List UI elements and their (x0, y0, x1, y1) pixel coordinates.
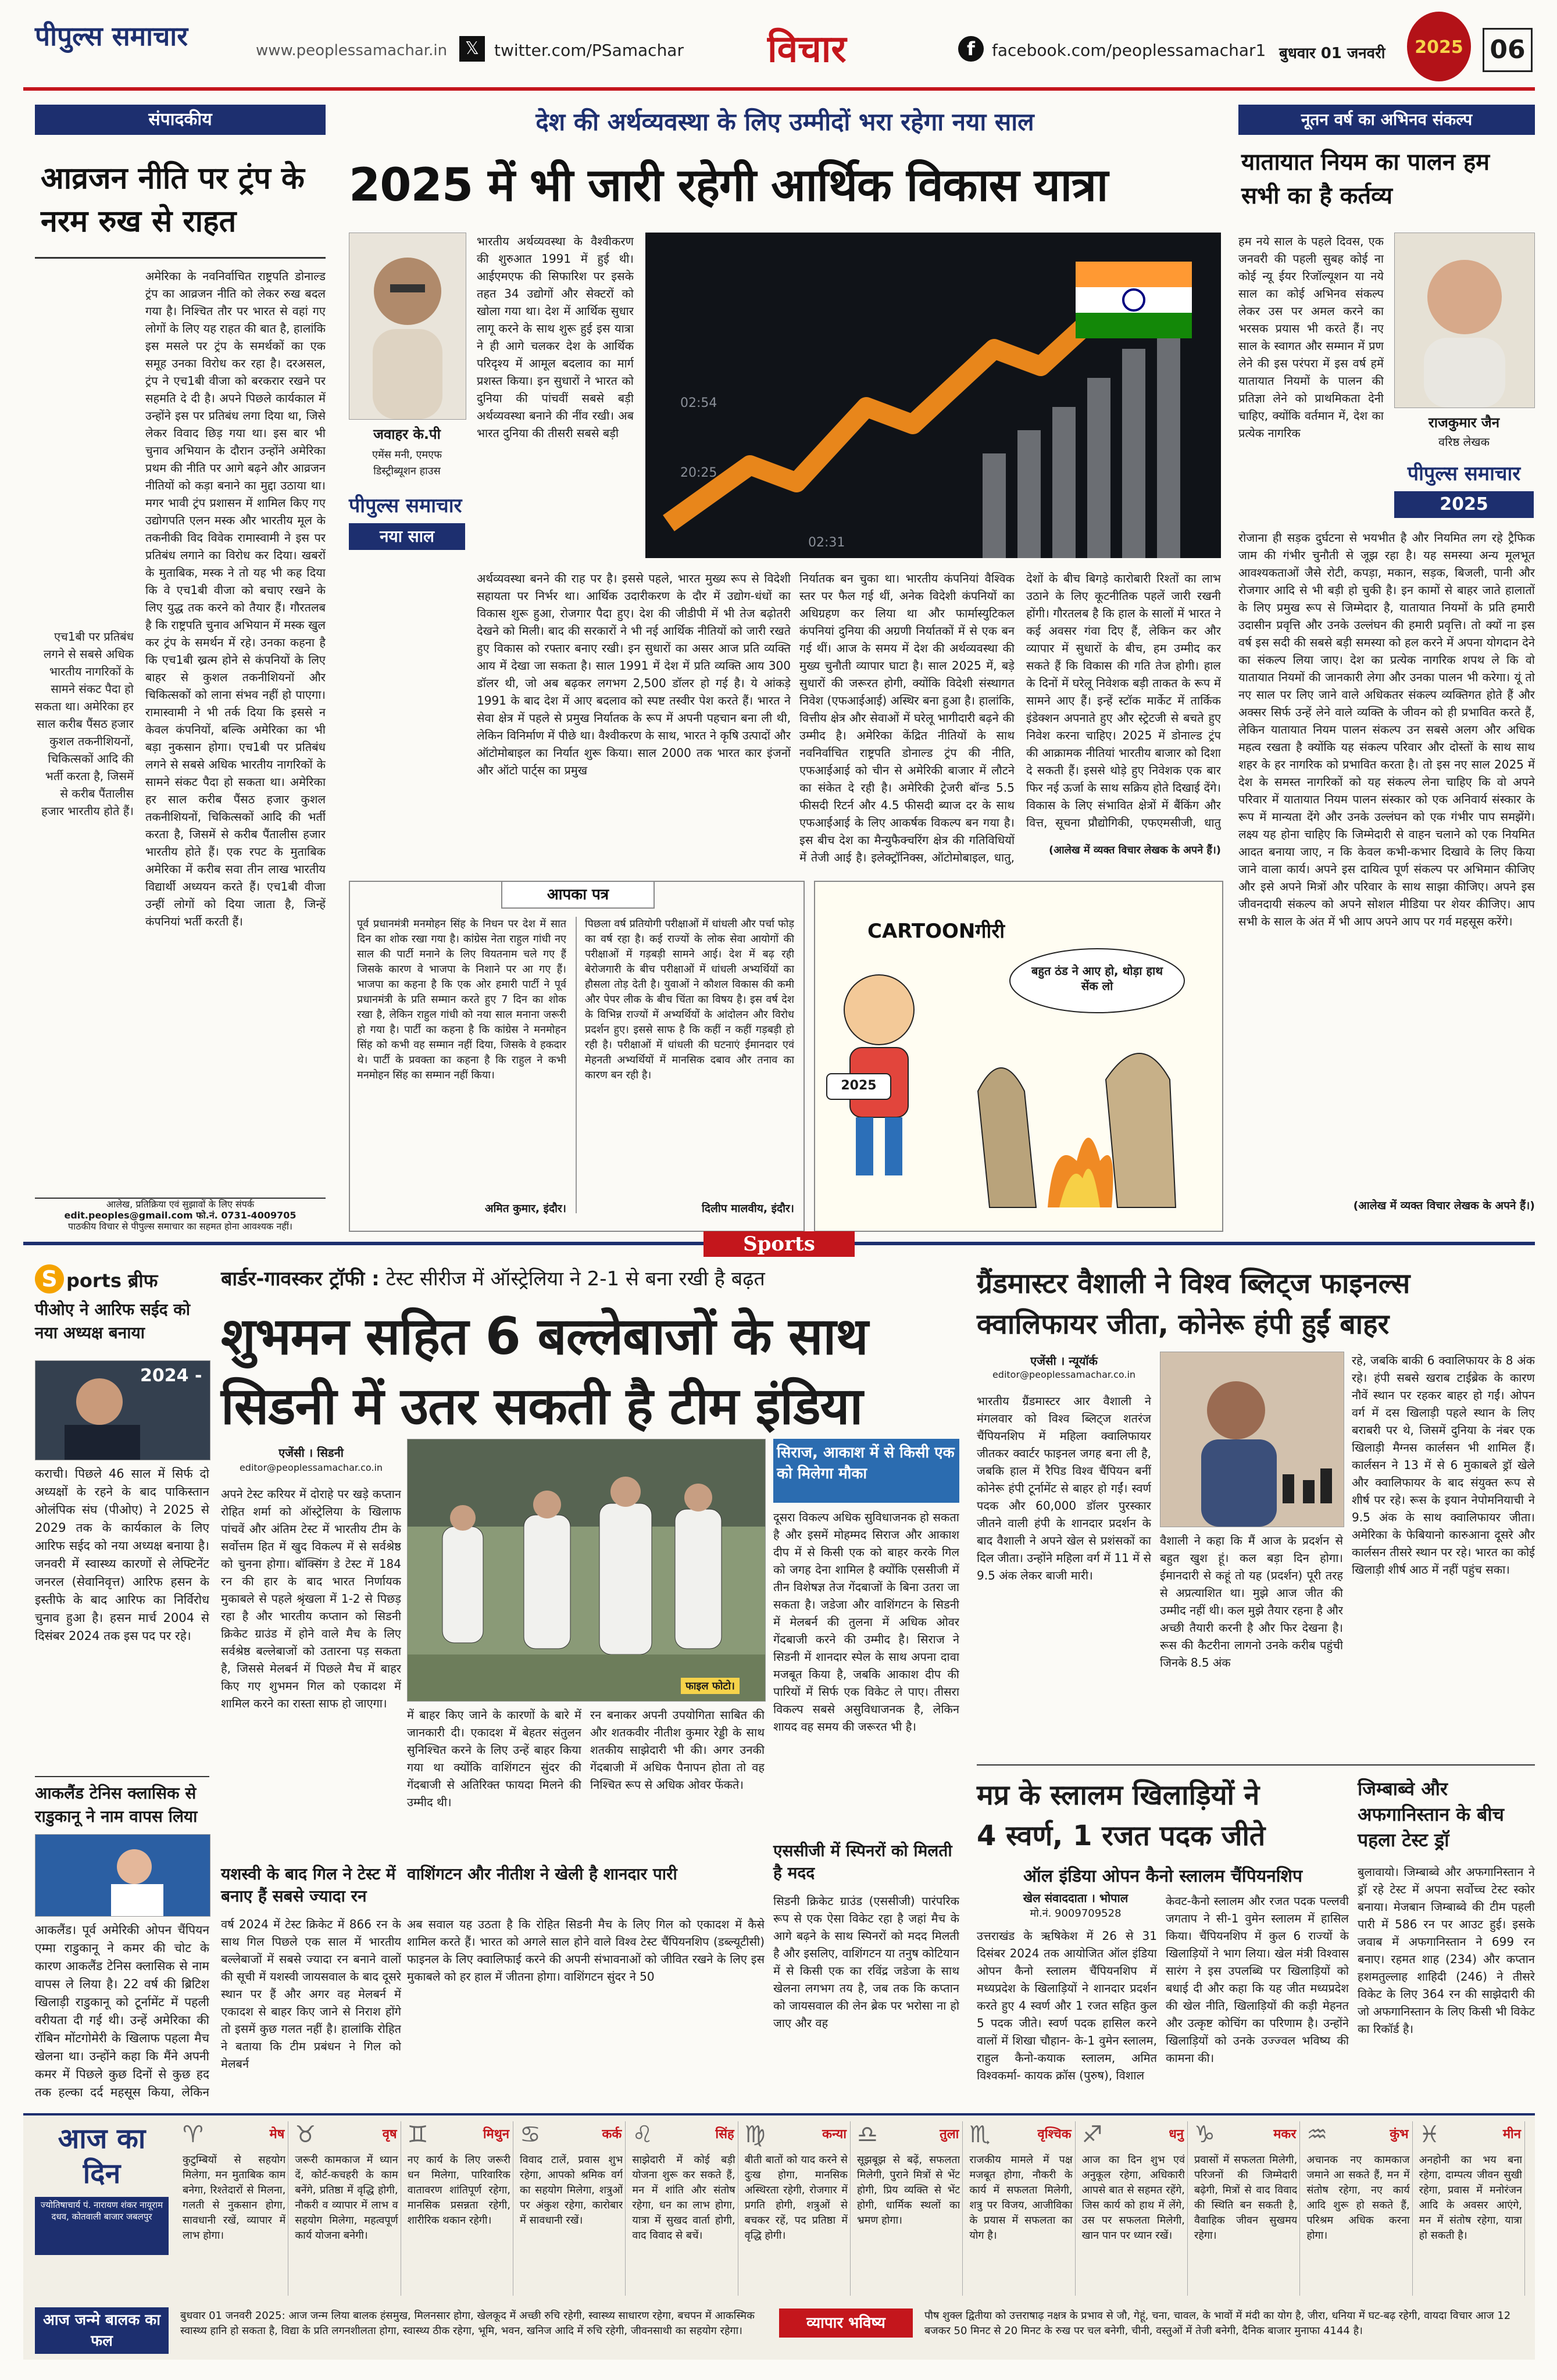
rashi-text: कुटुम्बियों से सहयोग मिलेगा, मन मुताबिक काम बनेगा, रिश्तेदारों से मिलना, गलती से नुकसान होगा, सावधानी रखें, व्यापार में लाभ होगा। (183, 2154, 286, 2242)
born-label: आज जन्मे बालक का फल (35, 2307, 169, 2354)
cricket-col-2: में बाहर किए जाने के कारणों के बारे में जानकारी दी। एकादश में बेहतर संतुलन सुनिश्चित करने के लिए उन्हें बाहर किया गया था क्योंकि वाशिंगटन सुंदर की गेंदबाजी से अतिरिक्त फायदा मिलने की उम्मीद थी। (407, 1708, 581, 1809)
badge-year: 2025 (1415, 37, 1463, 58)
brief-label: ports ब्रीफ (66, 1270, 158, 1292)
chess-col-3: रहे, जबकि बाकी 6 क्वालिफायर के 8 अंक रहे। हंपी सबसे खराब टाईब्रेक के कारण नौवें स्थान पर रहकर बाहर हो गईं। ओपन वर्ग में दस खिलाड़ी पहले स्थान के लिए बराबरी पर थे, जिसमें दुनिया के नंबर एक खिलाड़ी मैग्नस कार्लसन भी शामिल हैं। कार्लसन ने 13 में से 6 मुकाबले ड्रॉ खेले और क्वालिफायर के बाद संयुक्त रूप से शीर्ष पर रहे। रूस के इयान नेपोमनियाची ने 9.5 अंक के साथ क्वालिफायर जीता। अमेरिका के फेबियानो कारुआना दूसरे और कार्लसन तीसरे स्थान पर रहे। भारत का कोई खिलाड़ी शीर्ष आठ में नहीं पहुंच सका। (1352, 1353, 1535, 1577)
section-title: विचार (767, 27, 847, 71)
tennis-player-icon (35, 1835, 210, 1916)
trade-label: व्यापार भविष्य (779, 2308, 913, 2338)
pisces-icon: ♓ (1419, 2121, 1440, 2148)
divider (35, 1776, 209, 1777)
cartoon-box (814, 881, 1223, 1232)
lead-headline: 2025 में भी जारी रहेगी आर्थिक विकास यात्रा (349, 159, 1108, 212)
cricket-kicker (221, 1264, 959, 1291)
editorial-headline: आव्रजन नीति पर ट्रंप के नरम रुख से राहत (41, 161, 305, 239)
resolution-year: 2025 (1394, 491, 1534, 518)
resolution-headline: यातायात नियम का पालन हम सभी का है कर्तव्य (1241, 149, 1490, 209)
divider (576, 917, 577, 1213)
rashi-name: मकर (1273, 2127, 1297, 2142)
author-photo (349, 233, 466, 420)
footer-line-2[interactable]: edit.peoples@gmail.com फो.नं. 0731-4009705 (64, 1210, 297, 1221)
rashi-cell (742, 2121, 851, 2296)
cricket-col-1: अपने टेस्ट करियर में दोराहे पर खड़े कप्तान रोहित शर्मा को ऑस्ट्रेलिया के खिलाफ पांचवें और अंतिम टेस्ट में भारतीय टीम के सर्वोत्तम हित में खुद विकल्प में से सर्वश्रेष्ठ को चुनना होगा। बॉक्सिंग डे टेस्ट में 184 रन की हार के बाद भारत निर्णायक मुकाबले से पहले श्रृंखला में 1-2 से पिछड़ रहा है और भारतीय कप्तान को सिडनी क्रिकेट ग्राउंड में होने वाले मैच के लिए सर्वश्रेष्ठ बल्लेबाजों को उतारना पड़ सकता है, जिससे मेलबर्न में पिछले मैच में बाहर किए गए शुभमन गिल को एकादश में शामिल करने का रास्ता साफ हो जाएगा। (221, 1487, 401, 1710)
rashi-text: बीती बातों को याद करने से दुःख होगा, मानसिक अस्थिरता रहेगी, रोजगार में प्रगति होगी, शत्रुओं से बचकर रहें, पद प्रतिष्ठा में वृद्धि होगी। (744, 2154, 848, 2242)
new-year-badge (1407, 12, 1471, 81)
footer-line-3: पाठकीय विचार से पीपुल्स समाचार का सहमत होना आवश्यक नहीं। (68, 1221, 292, 1232)
lead-disclaimer: (आलेख में व्यक्त विचार लेखक के अपने हैं।) (1049, 844, 1221, 856)
mp-col-2: केवट-कैनो स्लालम और रजत पदक पल्लवी जगताप ने सी-1 वुमेन स्लालम में हासिल किया। चैंपियनशिप में कुल 6 राज्यों के खिलाड़ियों ने भाग लिया। खेल मंत्री विश्वास सारंग ने इस उपलब्धि पर खिलाड़ियों को बधाई दी और कहा कि यह जीत मध्यप्रदेश की खेल नीति, खिलाड़ियों की कड़ी मेहनत और उत्कृष्ट कोचिंग का परिणाम है। उन्होंने खिलाड़ियों को उनके उज्ज्वल भविष्य की कामना की। (1166, 1894, 1349, 2065)
lead-col-2: अर्थव्यवस्था बनने की राह पर है। इससे पहले, भारत मुख्य रूप से विदेशी सहायता पर निर्भर था। आर्थिक उदारीकरण के दौर में उद्योग-धंधों का विकास शुरू हुआ, रोजगार पैदा हुए। देश की जीडीपी में भी तेज बढ़ोतरी देखने को मिली। बाद की सरकारों ने भी नई आर्थिक नीतियों को जारी रखते हुए विकास को रफ्तार बनाए रखी। इन सुधारों का असर आज प्रति व्यक्ति आय में देखा जा सकता है। साल 1991 में देश में प्रति व्यक्ति आय 300 डॉलर थी, जो अब बढ़कर लगभग 2,500 डॉलर हो गई है। ये आंकड़े 1991 के बाद देश में आए बदलाव को स्पष्ट तस्वीर पेश करते हैं। भारत ने सेवा क्षेत्र में पहले से प्रमुख निर्यातक के रूप में अपनी पहचान बना ली थी, लेकिन विनिर्माण में पीछे था। वैश्वीकरण के साथ, भारत ने कृषि उत्पादों और ऑटोमोबाइल का निर्यात शुरू किया। साल 2000 तक भारत कार इंजनों और ऑटो पार्ट्स का प्रमुख (477, 571, 791, 777)
mp-headline-1: मप्र के स्लालम खिलाड़ियों ने (977, 1779, 1260, 1811)
divider (977, 1764, 1535, 1766)
side-body-2: सिडनी क्रिकेट ग्राउंड (एससीजी) पारंपरिक रूप से एक ऐसा विकेट रहा है जहां मैच के आगे बढ़ने के साथ स्पिनरों को मदद मिलती है और इसलिए, वाशिंगटन या तनुष कोटियान में से किसी एक का रविंद्र जडेजा के साथ खेलना लगभग तय है, जब तक कि कप्तान को जायसवाल की लेन ब्रेक पर भरोसा ना हो जाए और वह (773, 1894, 959, 2030)
aries-icon: ♈ (183, 2121, 203, 2148)
brief-s-icon: S (35, 1264, 64, 1293)
mp-col-1: उत्तराखंड के ऋषिकेश में 26 से 31 दिसंबर 2024 तक आयोजित ऑल इंडिया ओपन कैनो स्लालम चैंपियनशिप में मध्यप्रदेश के खिलाड़ियों ने शानदार प्रदर्शन करते हुए 4 स्वर्ण और 1 रजत सहित कुल 5 पदक जीते। स्वर्ण पदक हासिल करने वालों में शिखा चौहान- के-1 वुमेन स्लालम, राहुल कैनो-कयाक स्लालम, अमित विश्वकर्मा- कायक क्रॉस (पुरुष), विशाल (977, 1929, 1157, 2082)
chess-col-2: वैशाली ने कहा कि मैं आज के प्रदर्शन से बहुत खुश हूं। कल बड़ा दिन होगा। ईमानदारी से कहूं तो यह (प्रदर्शन) पूरी तरह से अप्रत्याशित था। मुझे आज जीत की उम्मीद नहीं थी। कल मुझे तैयार रहना है और अच्छी तैयारी करनी है और फिर देखना है। रूस की कैटरीना लागनो उनके करीब पहुंची जिनके 8.5 अंक (1160, 1534, 1343, 1670)
letter-2-sign: दिलीप मालवीय, इंदौर। (701, 1202, 794, 1215)
resolution-brand: पीपुल्स समाचार (1407, 462, 1521, 485)
editorial-label: संपादकीय (35, 105, 326, 135)
letter-2: पिछला वर्ष प्रतियोगी परीक्षाओं में धांधली और पर्चा फोड़ का वर्ष रहा है। कई राज्यों के लोक सेवा आयोगों की परीक्षाओं में गड़बड़ी सामने आई। देश में बढ़ रही बेरोजगारी के बीच परीक्षाओं में धांधली अभ्यर्थियों का हौसला तोड़ देती है। युवाओं ने कौशल विकास की कमी और पेपर लीक के बीच चिंता का विषय है। इस वर्ष देश के विभिन्न राज्यों में अभ्यर्थियों के आंदोलन और विरोध प्रदर्शन हुए। इससे साफ है कि कहीं न कहीं गड़बड़ी हो रही है। परीक्षाओं में धांधली की घटनाएं ईमानदार एवं मेहनती अभ्यर्थियों में मानसिक दबाव और तनाव का कारण बन रही है। (585, 918, 794, 1081)
taurus-icon: ♉ (295, 2121, 316, 2148)
section-brand: पीपुल्स समाचार (349, 494, 462, 517)
rashi-text: जरूरी कामकाज में ध्यान दें, कोर्ट-कचहरी के काम बनेंगे, प्रतिष्ठा में वृद्धि होगी, नौकरी व व्यापार में लाभ व सहयोग मिलेगा, महत्वपूर्ण कार्य योजना बनेगी। (295, 2154, 398, 2242)
side-sub: एससीजी में स्पिनरों को मिलती है मदद (773, 1841, 952, 1882)
cricket-story (221, 1264, 959, 2102)
rashi-cell (855, 2121, 963, 2296)
issue-date: बुधवार 01 जनवरी (1279, 45, 1385, 62)
letter-1: पूर्व प्रधानमंत्री मनमोहन सिंह के निधन पर देश में सात दिन का शोक रखा गया है। कांग्रेस नेता राहुल गांधी नए साल की पार्टी मनाने के लिए वियतनाम चले गए हैं जिसके कारण वे भाजपा के निशाने पर आ गए हैं। भाजपा का कहना है कि एक ओर हमारी पार्टी ने पूर्व प्रधानमंत्री के प्रति सम्मान करते हुए 7 दिन का शोक रखा है, लेकिन राहुल गांधी को नया साल मनाना जरूरी हो गया है। पार्टी का कहना है कि कांग्रेस ने मनमोहन सिंह को कभी वह सम्मान नहीं दिया, जिसके वे हकदार थे। पार्टी के प्रवक्ता का कहना है कि राहुल ने कभी मनमोहन सिंह का सम्मान नहीं किया। (357, 918, 566, 1081)
rashi-text: अचानक नए कामकाज जमाने आ सकते हैं, मन में संतोष रहेगा, नए कार्य आदि शुरू हो सकते हैं, परिश्रम अधिक करना होगा। (1306, 2154, 1410, 2242)
cancer-icon: ♋ (520, 2121, 541, 2148)
x-icon: 𝕏 (459, 36, 485, 62)
rashi-text: साझेदारी में कोई बड़ी योजना शुरू कर सकते हैं, मन में शांति और संतोष रहेगा, धन का लाभ होगा, यात्रा में सुखद वार्ता होगी, वाद विवाद से बचें। (632, 2154, 735, 2242)
brand-logo[interactable] (35, 17, 244, 70)
twitter-handle[interactable]: twitter.com/PSamachar (494, 41, 684, 60)
mp-phone: मो.नं. 9009709528 (1030, 1907, 1122, 1920)
trade-text: पौष शुक्ल द्वितीया को उत्तराषाढ़ नक्षत्र के प्रभाव से जौ, गेहूं, चना, चावल, के भावों में मंदी का योग है, जीरा, धनिया में घट-बढ़ रहेगी, वायदा विचार आज 12 बजकर 50 मिनट से 20 मिनट के रुख पर चल बनेगी, चीनी, वस्तुओं में तेजी बनेगी, दैनिक बाजार मुनाफा 4144 है। (924, 2310, 1511, 2337)
horoscope-section (23, 2113, 1535, 2360)
cricket-email[interactable]: editor@peoplessamachar.co.in (239, 1462, 383, 1473)
rashi-text: विवाद टालें, प्रवास शुभ रहेगा, आपको श्रमिक वर्ग का सहयोग मिलेगा, शत्रुओं पर अंकुश रहेगा, कारोबार में सावधानी रखें। (520, 2154, 623, 2227)
lead-col-3: निर्यातक बन चुका था। भारतीय कंपनियां वैश्विक स्तर पर फैल गई थीं, अनेक विदेशी कंपनियों का अधिग्रहण कर लिया था और फार्मास्युटिकल कंपनियां दुनिया की अग्रणी निर्यातकों में से एक बन गई थीं। आज के समय में देश की अर्थव्यवस्था की मुख्य चुनौती व्यापार घाटा है। साल 2025 में, बड़े सुधारों की जरूरत होगी, क्योंकि विदेशी संस्थागत निवेश (एफआईआई) अस्थिर बना हुआ है। हालांकि, वित्तीय क्षेत्र और सेवाओं में घरेलू भागीदारी बढ़ने की उम्मीद है। अमेरिका केंद्रित नीतियों के साथ नवनिर्वाचित राष्ट्रपति डोनाल्ड ट्रंप की नीति, एफआईआई को चीन से अमेरिकी बाजार में लौटने का संकेत दे रही है। अमेरिकी ट्रेजरी बॉन्ड 5.5 फीसदी रिटर्न और 4.5 फीसदी ब्याज दर के साथ एफआईआई के लिए आकर्षक विकल्प बन गया है। इस बीच देश का मैन्युफैक्चरिंग क्षेत्र की गतिविधियों में तेजी आई है। इलेक्ट्रॉनिक्स, ऑटोमोबाइल, धातु, (799, 571, 1015, 864)
chess-player-icon (1160, 1352, 1344, 1527)
header-rule (23, 87, 1535, 91)
chess-email[interactable]: editor@peoplessamachar.co.in (992, 1369, 1136, 1380)
rashi-cell (292, 2121, 401, 2296)
chess-headline-1: ग्रैंडमास्टर वैशाली ने विश्व ब्लिट्ज फाइनल्स (977, 1267, 1410, 1300)
rashi-cell (1304, 2121, 1412, 2296)
horoscope-grid (180, 2121, 1529, 2296)
brief-2-body: आकलैंड। पूर्व अमेरिकी ओपन चैंपियन एम्मा राडुकानू ने कमर की चोट के कारण आकलैंड टेनिस क्लासिक से नाम वापस ले लिया है। 22 वर्ष की ब्रिटिश खिलाड़ी राडुकानू को टूर्नामेंट में पहली वरीयता दी गई थी। उन्हें अमेरिका की रॉबिन मोंटगोमेरी के खिलाफ पहला मैच खेलना था। उन्होंने कहा कि मैंने अपनी कमर में पिछले कुछ दिनों से कुछ हद तक हल्का दर्द महसूस किया, लेकिन (35, 1923, 209, 2099)
libra-icon: ♎ (857, 2121, 878, 2148)
sub-2-body: अब सवाल यह उठता है कि रोहित सिडनी मैच के लिए गिल को एकादश में कैसे शामिल करते हैं। भारत को अगले साल होने वाले विश्व टेस्ट चैंपियनशिप (डब्ल्यूटीसी) फाइनल के लिए क्वालिफाई करने की अपनी संभावनाओं को जीवित रखने के लिए इस मुकाबले को हर हाल में जीतना होगा। वाशिंगटन सुंदर ने 50 (407, 1917, 765, 1984)
resolution-section (1238, 105, 1535, 1232)
brief-1-photo (35, 1360, 210, 1460)
cricket-byline: एजेंसी । सिडनी (278, 1446, 344, 1460)
sagittarius-icon: ♐ (1081, 2121, 1103, 2148)
chart-label-2: 20:25 (680, 466, 717, 480)
cartoon-speech: बहुत ठंड ने आए हो, थोड़ा हाथ सेंक लो (1031, 964, 1163, 993)
astrologer-credit: ज्योतिषाचार्य पं. नारायण शंकर नायूराम दधव, कोतवाली बाजार जबलपुर (35, 2197, 169, 2255)
chess-headline-2: क्वालिफायर जीता, कोनेरू हंपी हुईं बाहर (977, 1308, 1390, 1341)
leo-icon: ♌ (632, 2121, 653, 2148)
letters-title: आपका पत्र (501, 881, 655, 909)
brief-2-photo (35, 1834, 210, 1917)
aquarius-icon: ♒ (1306, 2121, 1328, 2148)
rashi-text: नए कार्य के लिए जरूरी धन मिलेगा, पारिवारिक वातावरण शांतिपूर्ण रहेगा, मानसिक प्रसन्नता रहेगी, शारीरिक थकान रहेगी। (407, 2154, 510, 2227)
born-text: बुधवार 01 जनवरी 2025: आज जन्म लिया बालक हंसमुख, मिलनसार होगा, खेलकूद में अच्छी रुचि रहेगी, स्वास्थ्य साधारण रहेगा, बचपन में आकस्मिक स्वास्थ्य हानि हो सकता है, विद्या के प्रति लगनशीलता होगा, स्वास्थ्य ठीक रहेगा, भूमि, भवन, खनिज आदि में रुचि रहेगी, जीवनसाथी का सहयोग रहेगा। (180, 2310, 755, 2337)
sub-heading-2: वाशिंगटन और नीतीश ने खेली है शानदार पारी (407, 1864, 677, 1884)
author-portrait-icon (349, 233, 466, 419)
resolution-body-2: रोजाना ही सड़क दुर्घटना से भयभीत है और नियमित लग रहे ट्रैफिक जाम की गंभीर चुनौती से जूझ रहा है। यह समस्या अन्य मूलभूत आवश्यकताओं जैसे रोटी, कपड़ा, मकान, सड़क, बिजली, पानी और रोजगार आदि से भी बड़ी हो चुकी है। इन कामों से बाहर जाते हालातों के लिए प्रमुख रूप से जिम्मेदार है, यातायात नियमों के प्रति हमारी उदासीन प्रवृत्ति और उनके उल्लंघन की हमारी प्रवृत्ति। तो क्यों ना इस वर्ष इस सदी की सबसे बड़ी समस्या को हल करने में अपना योगदान देने का संकल्प लिया जाए। देश का प्रत्येक नागरिक शपथ ले कि वो यातायात नियमों की जानकारी लेगा और उनका पालन भी करेगा। यूं तो नए साल पर लिए जाने वाले अधिकतर संकल्प व्यक्तिगत होते हैं और अक्सर सिर्फ उन्हें लेने वाले व्यक्ति के जीवन को ही प्रभावित करते हैं, लेकिन यातायात नियम पालन संकल्प उन सबसे अलग और अधिक महत्व रखता है क्योंकि यह संकल्प परिवार और दोस्तों के साथ साथ शहर के हर नागरिक को प्रभावित करता है। तो इस नए साल 2025 में देश के समस्त नागरिकों को यह संकल्प लेना चाहिए कि वो अपने परिवार में यातायात नियम पालन संस्कार को एक अनिवार्य संस्कार के रूप में मान्यता देंगे और उनके उल्लंघन को एक गंभीर पाप समझेंगे। लक्ष्य यह होना चाहिए कि जिम्मेदारी से वाहन चलाने को एक नियमित आदत बनाया जाए, न कि केवल कभी-कभार दिखावे के लिए किया जाने वाला कार्य। अपने इस दायित्व पूर्ण संकल्प पर अभिमान कीजिए और इसे अपने मित्रों और परिवार के साथ साझा कीजिए। अपने इस जीवनदायी संकल्प को अपने सोशल मीडिया पर शेयर कीजिए। आप सभी के साल के अंत में भी आप अपने आप पर गर्व महसूस करेंगे। (1238, 531, 1535, 928)
cartoon-title: CARTOONगीरी (867, 920, 1005, 943)
lead-col-1: भारतीय अर्थव्यवस्था के वैश्वीकरण की शुरुआत 1991 में हुई थी। आईएमएफ की सिफारिश पर इसके तहत 34 उद्योगों और सेक्टरों को खोला गया था। देश में आर्थिक सुधार लागू करने के साथ शुरू हुई इस यात्रा ने ही आगे चलकर देश के आर्थिक परिदृश्य में आमूल बदलाव का मार्ग प्रशस्त किया। इन सुधारों ने भारत को दुनिया की पांचवीं सबसे बड़ी अर्थव्यवस्था बनाने की नींव रखी। अब भारत दुनिया की तीसरी सबसे बड़ी (477, 234, 634, 440)
rashi-cell (1192, 2121, 1300, 2296)
footer-line-1: आलेख, प्रतिक्रिया एवं सुझावों के लिए संपर्क (106, 1199, 255, 1210)
cartoon-illustration (815, 882, 1222, 1231)
page-number: 06 (1483, 28, 1533, 72)
rashi-cell (405, 2121, 513, 2296)
sub-1-body: वर्ष 2024 में टेस्ट क्रिकेट में 866 रन के साथ गिल पिछले एक साल में भारतीय बल्लेबाजों में सबसे ज्यादा रन बनाने वालों की सूची में यशस्वी जायसवाल के बाद दूसरे स्थान पर हैं और अगर वह मेलबर्न में एकादश से बाहर किए जाने से निराश होंगे तो इसमें कुछ गलत नहीं है। हालांकि रोहित ने बताया कि टीम प्रबंधन ने गिल को मेलबर्न (221, 1917, 401, 2071)
growth-illustration (645, 233, 1221, 558)
resolution-author-role: वरिष्ठ लेखक (1438, 435, 1490, 449)
section-label: नया साल (349, 523, 465, 550)
rashi-cell (1417, 2121, 1525, 2296)
cricket-photo (407, 1439, 766, 1702)
chess-col-1: भारतीय ग्रैंडमास्टर आर वैशाली ने मंगलवार को विश्व ब्लिट्ज शतरंज चैंपियनशिप में महिला क्वालिफायर जीतकर क्वार्टर फाइनल जगह बना ली है, जबकि हाल में रैपिड विश्व चैंपियन बनीं कोनेरू हंपी टूर्नामेंट से बाहर हो गईं। स्वर्ण पदक और 60,000 डॉलर पुरस्कार जीतने वाली हंपी के शानदार प्रदर्शन के बाद वैशाली ने अपने खेल से प्रशंसकों का दिल जीता। उन्होंने महिला वर्ग में 11 में से 9.5 अंक लेकर बाजी मारी। (977, 1394, 1151, 1582)
facebook-handle[interactable]: facebook.com/peoplessamachar1 (992, 41, 1266, 60)
facebook-icon: f (958, 36, 984, 62)
zim-body: बुलावायो। जिम्बाब्वे और अफगानिस्तान ने ड्रॉ रहे टेस्ट में अपना सर्वोच्च टेस्ट स्कोर बनाया। मेजबान जिम्बाब्वे की टीम पहली पारी में 586 रन पर आउट हुई। इसके जवाब में अफगानिस्तान ने 699 रन बनाए। रहमत शाह (234) और कप्तान हशमतुल्लाह शाहिदी (246) ने तीसरे विकेट के लिए 364 रन की साझेदारी की जो अफगानिस्तान के लिए किसी भी विकेट का रिकॉर्ड है। (1358, 1865, 1535, 2036)
cricket-players-icon (408, 1439, 765, 1701)
letter-1-sign: अमित कुमार, इंदौर। (484, 1202, 566, 1215)
horoscope-header (35, 2121, 169, 2249)
author-role-2: डिस्ट्रीब्यूशन हाउस (373, 465, 441, 477)
side-body-1: दूसरा विकल्प अधिक सुविधाजनक हो सकता है और इसमें मोहम्मद सिराज और आकाश दीप में से किसी एक को बाहर करके गिल को जगह देना शामिल है क्योंकि एससीजी में तीन विशेषज्ञ तेज गेंदबाजों के बिना उतरा जा सकता है। जडेजा और वाशिंगटन के सिडनी में मेलबर्न की तुलना में अधिक ओवर गेंदबाजी करने की उम्मीद है। सिराज ने सिडनी में शानदार स्पेल के साथ अपना दावा मजबूत किया है, जबकि आकाश दीप की पारियों में सिर्फ एक विकेट ले पाए। तीसरा विकल्प सबसे असुविधाजनक है, लेकिन शायद वह समय की जरूरत भी है। (773, 1510, 959, 1734)
rashi-text: राजकीय मामले में पक्ष मजबूत होगा, नौकरी के कार्य में सफलता मिलेगी, शत्रु पर विजय, आजीविका के प्रयास में सफलता का योग है। (969, 2154, 1073, 2242)
resolution-disclaimer: (आलेख में व्यक्त विचार लेखक के अपने हैं।) (1353, 1199, 1535, 1212)
rashi-text: प्रवासों में सफलता मिलेगी, परिजनों की जिम्मेदारी बढ़ेगी, मित्रों से वाद विवाद की स्थिति बन सकती है, वैवाहिक जीवन सुखमय रहेगा। (1194, 2154, 1298, 2242)
rashi-name: कर्क (602, 2127, 622, 2142)
rashi-name: मीन (1502, 2127, 1521, 2142)
lead-col-4: देशों के बीच बिगड़े कारोबारी रिश्तों का लाभ उठाने के लिए कूटनीतिक पहलें जारी रखनी होंगी। गौरतलब है कि हाल के सालों में भारत ने कई अवसर गंवा दिए हैं, लेकिन कर और व्यापार में सुधारों के बीच, हम उम्मीद कर सकते हैं कि विकास की गति तेज होगी। हाल के दिनों में घरेलू निवेशक बड़ी ताकत के रूप में सामने आए हैं। इन्हें स्टॉक मार्केट में तार्किक इंडेक्शन अपनाते हुए और स्ट्रेटजी से बचते हुए निवेश करना चाहिए। 2025 में डोनाल्ड ट्रंप की आक्रामक नीतियां भारतीय बाजार को दिशा दे सकती हैं। इससे थोड़े हुए निवेशक एक बार फिर नई ऊर्जा के साथ सक्रिय होते दिखाई देंगे। विकास के लिए संभावित क्षेत्रों में बैंकिंग और वित्त, सूचना प्रौद्योगिकी, एफएमसीजी, धातु (1026, 571, 1221, 830)
sports-banner: Sports (703, 1231, 855, 1257)
author-portrait-icon (1395, 233, 1534, 408)
zim-headline: जिम्बाब्वे और अफगानिस्तान के बीच पहला टेस्ट ड्रॉ (1358, 1778, 1504, 1851)
site-url[interactable]: www.peoplessamachar.in (256, 42, 448, 59)
brief-2-headline: आकलैंड टेनिस क्लासिक से राडुकानू ने नाम वापस लिया (35, 1784, 198, 1826)
rashi-name: मिथुन (483, 2127, 509, 2142)
horoscope-label: आज का दिन (58, 2122, 146, 2190)
rashi-cell (1080, 2121, 1188, 2296)
editorial-section (35, 105, 326, 1232)
rashi-name: धनु (1169, 2127, 1184, 2142)
rashi-name: कन्या (822, 2127, 847, 2142)
author-role-1: एमेंस मनी, एमएफ (372, 449, 442, 461)
cricket-headline-2: सिडनी में उतर सकती है टीम इंडिया (221, 1376, 863, 1436)
rashi-name: कुंभ (1390, 2127, 1409, 2142)
chess-byline: एजेंसी । न्यूयॉर्क (1030, 1354, 1098, 1368)
side-headline: सिराज, आकाश में से किसी एक को मिलेगा मौका (773, 1439, 959, 1503)
brand-name: पीपुल्स समाचार (35, 20, 188, 52)
mp-sub: ऑल इंडिया ओपन कैनो स्लालम चैंपियनशिप (1023, 1866, 1302, 1886)
rashi-name: मेष (269, 2127, 285, 2142)
rashi-name: वृश्चिक (1037, 2127, 1072, 2142)
editorial-pullquote (35, 267, 134, 837)
divider (35, 257, 326, 259)
kicker-text: टेस्ट सीरीज में ऑस्ट्रेलिया ने 2-1 से बना रखी है बढ़त (385, 1267, 765, 1291)
resolution-author: राजकुमार जैन (1428, 414, 1500, 431)
rashi-name: तुला (940, 2127, 959, 2142)
rashi-name: सिंह (715, 2127, 734, 2142)
kicker-bold: बार्डर-गावस्कर ट्रॉफी : (221, 1267, 380, 1291)
letters-box (349, 881, 805, 1232)
virgo-icon: ♍ (744, 2121, 766, 2148)
rashi-text: अनहोनी का भय बना रहेगा, दाम्पत्य जीवन सुखी रहेगा, प्रवास में मनोरंजन आदि के अवसर आएंगे, मन में संतोष रहेगा, यात्रा हो सकती है। (1419, 2154, 1522, 2242)
mp-headline-2: 4 स्वर्ण, 1 रजत पदक जीते (977, 1820, 1266, 1852)
masthead (0, 0, 1557, 99)
gemini-icon: ♊ (407, 2121, 428, 2148)
capricorn-icon: ♑ (1194, 2121, 1215, 2148)
lead-kicker: देश की अर्थव्यवस्था के लिए उम्मीदों भरा रहेगा नया साल (535, 108, 1034, 136)
pullquote-text: एच1बी पर प्रतिबंध लगने से सबसे अधिक भारतीय नागरिकों के सामने संकट पैदा हो सकता था। अमेरिका हर साल करीब पैंसठ हजार कुशल तकनीशियनों, चिकित्सकों आदि की भर्ती करता है, जिसमें से करीब पैंतालीस हजार भारतीय होते हैं। (35, 630, 134, 818)
scorpio-icon: ♏ (969, 2121, 991, 2148)
rashi-cell (967, 2121, 1075, 2296)
photo-credit: फाइल फोटो। (681, 1678, 740, 1694)
rashi-name: वृष (382, 2127, 397, 2142)
editorial-footer (35, 1198, 326, 1232)
chart-label-3: 02:31 (808, 535, 845, 550)
brief-1-body: कराची। पिछले 46 साल में सिर्फ दो अध्यक्षों के रहने के बाद पाकिस्तान ओलंपिक संघ (पीओए) ने 2025 से 2029 तक के कार्यकाल के लिए आरिफ सईद को नया अध्यक्ष बनाया है। जनवरी में स्वास्थ्य कारणों से लेफ्टिनेंट जनरल (सेवानिवृत्त) आरिफ हसन के इस्तीफे के बाद आरिफ का निर्विरोध चुनाव हुआ है। हसन मार्च 2004 से दिसंबर 2024 तक इस पद पर रहे। (35, 1467, 209, 1643)
rashi-cell (517, 2121, 626, 2296)
lead-article (349, 105, 1221, 872)
resolution-label: नूतन वर्ष का अभिनव संकल्प (1238, 105, 1535, 135)
chess-story (977, 1264, 1535, 2102)
rashi-cell (630, 2121, 738, 2296)
rashi-text: आज का दिन शुभ एवं अनुकूल रहेगा, अधिकारी आपसे बात से सहमत रहेंगे, जिस कार्य को हाथ में लेंगे, उस पर सफलता मिलेगी, खान पान पर ध्यान रखें। (1081, 2154, 1185, 2242)
sub-heading-1: यशस्वी के बाद गिल ने टेस्ट में बनाए हैं सबसे ज्यादा रन (221, 1864, 396, 1906)
cricket-headline-1: शुभमन सहित 6 बल्लेबाजों के साथ (221, 1306, 868, 1366)
cartoon-sign: 2025 (841, 1078, 877, 1093)
rashi-cell (180, 2121, 288, 2296)
chess-photo (1160, 1352, 1344, 1527)
author-name: जवाहर के.पी (373, 426, 441, 442)
sports-brief (35, 1264, 209, 2102)
author-photo (1394, 233, 1535, 408)
editorial-body: अमेरिका के नवनिर्वाचित राष्ट्रपति डोनाल्ड ट्रंप का आव्रजन नीति को लेकर रुख बदल गया है। निश्चित तौर पर भारत से वहां गए लोगों के लिए यह राहत की बात है, हालांकि इस मसले पर ट्रंप के समर्थकों का एक समूह उनका विरोध कर रहा है। दरअसल, ट्रंप ने एच1बी वीजा को बरकरार रखने पर सहमति दे दी है। अपने पिछले कार्यकाल में उन्होंने इस पर प्रतिबंध लगा दिया था, जिसे लेकर विवाद छिड़ गया था। इस बार भी चुनाव अभियान के दौरान उन्होंने अमेरिका प्रथम की नीति पर आगे बढ़ने और आव्रजन नीतियों को कड़ा बनाने का मुद्दा उठाया था। मगर भावी ट्रंप प्रशासन में शामिल किए गए उद्योगपति एलन मस्क और भारतीय मूल के तकनीकी विद विवेक रामास्वामी ने इस पर प्रतिबंध लगाने का विरोध कर दिया। खबरों के मुताबिक, मस्क ने तो यह भी कह दिया कि वे एच1बी वीजा को बचाए रखने के लिए युद्ध तक करने को तैयार हैं। गौरतलब है कि राष्ट्रपति चुनाव अभियान में मस्क खुल कर ट्रंप के समर्थन में रहे। उनका कहना है कि एच1बी ख्रत्म होने से कंपनियों के लिए बाहर से कुशल तकनीशियनों और चिकित्सकों को लाना संभव नहीं हो पाएगा। रामास्वामी ने भी तर्क दिया कि इससे न केवल कंपनियों, बल्कि अमेरिका का भी बड़ा नुकसान होगा। एच1बी पर प्रतिबंध लगने से सबसे अधिक भारतीय नागरिकों के सामने संकट पैदा हो सकता था। अमेरिका हर साल करीब पैंसठ हजार कुशल तकनीशियनों, चिकित्सकों आदि की भर्ती करता है, जिसमें से करीब पैंतालीस हजार भारतीय होते हैं। एक रपट के मुताबिक अमेरिका में करीब सवा तीन लाख भारतीय विद्यार्थी अध्ययन करते हैं। एच1बी वीजा उन्हीं लोगों को दिया जाता है, जिन्हें कंपनियां भर्ती करती हैं। (145, 269, 326, 928)
cricket-col-3: रन बनाकर अपनी उपयोगिता साबित की और शतकवीर नीतीश कुमार रेड्डी के साथ शतकीय साझेदारी भी की। अगर उनकी गेंदबाजी में अधिक पैनापन होता तो वह निश्चित रूप से अधिक ओवर फेंकते। (590, 1708, 765, 1792)
brief-1-headline: पीओए ने आरिफ सईद को नया अध्यक्ष बनाया (35, 1300, 191, 1342)
resolution-body-1: हम नये साल के पहले दिवस, एक जनवरी की पहली सुबह कोई ना कोई न्यू ईयर रिजॉल्यूशन या नये साल का कोई अभिनव संकल्प लेकर उस पर अमल करने का भरसक प्रयास भी करते हैं। नए साल के स्वागत और सम्मान में प्रण लेने की इस परंपरा में इस वर्ष हमें यातायात नियमों के पालन की प्रतिज्ञा लेने को प्राथमिकता देनी चाहिए, क्योंकि वर्तमान में, देश का प्रत्येक नागरिक (1238, 234, 1384, 440)
mp-byline: खेल संवाददाता । भोपाल (1023, 1891, 1129, 1905)
growth-arrow-icon (645, 233, 1221, 558)
brief-1-photo-text: 2024 - (140, 1366, 202, 1386)
rashi-text: सूझबूझ से बढ़ें, सफलता मिलेगी, पुराने मित्रों से भेंट होगी, प्रिय व्यक्ति से भेंट होगी, धार्मिक स्थलों का भ्रमण होगा। (857, 2154, 960, 2227)
chart-label-1: 02:54 (680, 396, 717, 410)
